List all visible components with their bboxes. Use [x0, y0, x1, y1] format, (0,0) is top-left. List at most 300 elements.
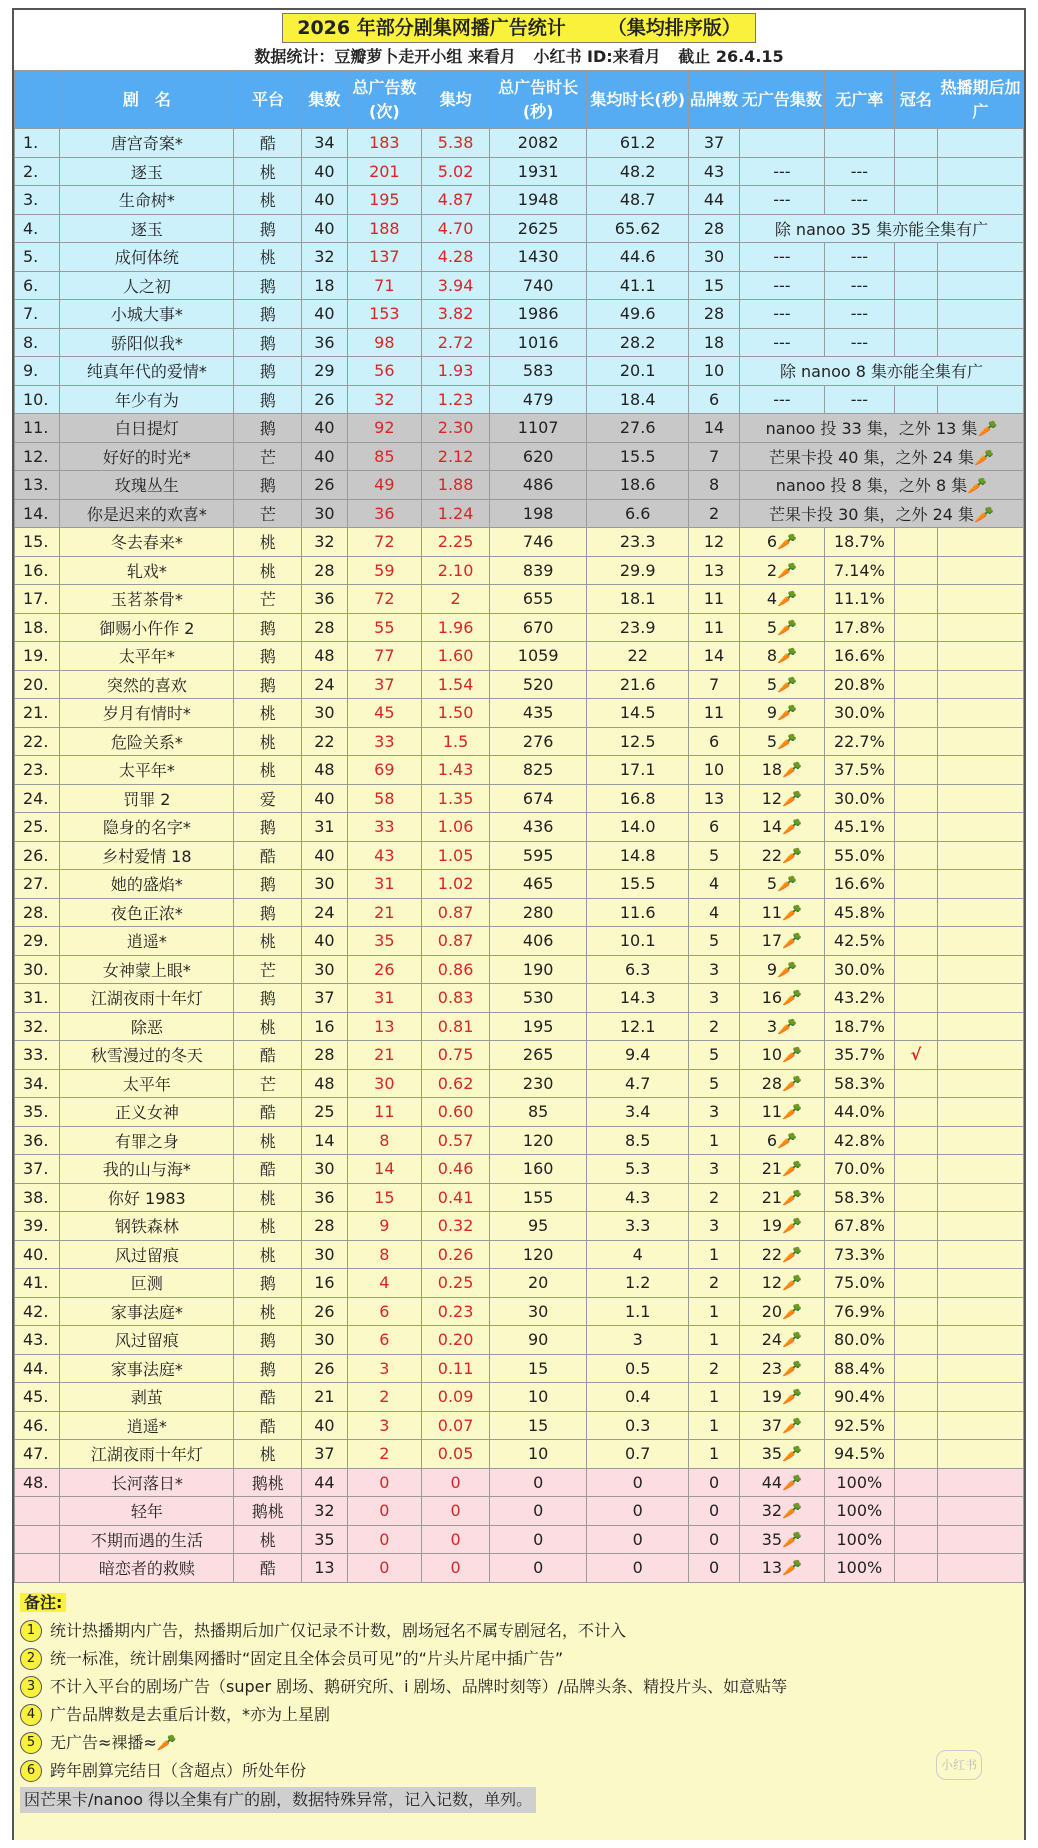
note-item	[20, 1617, 1018, 1645]
table-row	[15, 186, 1024, 215]
no-ad-rate: 73.3%	[824, 1240, 894, 1269]
naming-sponsor: √	[894, 1041, 937, 1070]
row-index: 31.	[15, 984, 60, 1013]
no-ad-episodes: 6🥕	[739, 1126, 824, 1155]
avg-ads: 0.23	[422, 1297, 490, 1326]
drama-name: 她的盛焰*	[60, 870, 234, 899]
avg-ads: 5.02	[422, 157, 490, 186]
drama-name: 好好的时光*	[60, 442, 234, 471]
avg-ads: 2.30	[422, 414, 490, 443]
platform: 芒	[234, 499, 302, 528]
episodes: 44	[302, 1468, 347, 1497]
avg-ads: 0.32	[422, 1212, 490, 1241]
platform: 鹅	[234, 613, 302, 642]
total-duration: 746	[490, 528, 587, 557]
table-row	[15, 556, 1024, 585]
naming-sponsor	[894, 157, 937, 186]
total-duration: 15	[490, 1411, 587, 1440]
table-row	[15, 129, 1024, 158]
total-ads: 69	[347, 756, 422, 785]
table-row	[15, 1468, 1024, 1497]
drama-name: 纯真年代的爱情*	[60, 357, 234, 386]
carrot-icon: 🥕	[782, 1073, 803, 1093]
episodes: 24	[302, 670, 347, 699]
episodes: 26	[302, 1354, 347, 1383]
naming-sponsor	[894, 984, 937, 1013]
platform: 鹅	[234, 357, 302, 386]
total-ads: 36	[347, 499, 422, 528]
column-header: 集均时长(秒)	[587, 71, 689, 129]
row-index: 2.	[15, 157, 60, 186]
avg-ads: 2	[422, 585, 490, 614]
avg-duration: 49.6	[587, 300, 689, 329]
episodes: 30	[302, 499, 347, 528]
episodes: 36	[302, 328, 347, 357]
no-ad-episodes: 4🥕	[739, 585, 824, 614]
row-index: 1.	[15, 129, 60, 158]
episodes: 48	[302, 642, 347, 671]
avg-ads: 1.43	[422, 756, 490, 785]
total-ads: 0	[347, 1554, 422, 1583]
no-ad-episodes: 23🥕	[739, 1354, 824, 1383]
no-ad-episodes: 5🥕	[739, 870, 824, 899]
total-duration: 95	[490, 1212, 587, 1241]
platform: 鹅	[234, 984, 302, 1013]
total-duration: 1430	[490, 243, 587, 272]
total-duration: 406	[490, 927, 587, 956]
episodes: 40	[302, 442, 347, 471]
no-ad-episodes: 16🥕	[739, 984, 824, 1013]
no-ad-episodes: 18🥕	[739, 756, 824, 785]
platform: 桃	[234, 1240, 302, 1269]
carrot-icon: 🥕	[782, 1330, 803, 1350]
avg-duration: 3.4	[587, 1098, 689, 1127]
brand-count: 6	[689, 813, 740, 842]
no-ad-rate: 11.1%	[824, 585, 894, 614]
post-peak-ads	[937, 870, 1023, 899]
table-row	[15, 870, 1024, 899]
episodes: 40	[302, 927, 347, 956]
no-ad-rate: ---	[824, 157, 894, 186]
no-ad-rate: ---	[824, 186, 894, 215]
total-duration: 265	[490, 1041, 587, 1070]
avg-duration: 28.2	[587, 328, 689, 357]
brand-count: 1	[689, 1126, 740, 1155]
no-ad-episodes: 21🥕	[739, 1183, 824, 1212]
platform: 鹅	[234, 214, 302, 243]
carrot-icon: 🥕	[156, 1733, 177, 1752]
total-duration: 120	[490, 1240, 587, 1269]
total-duration: 0	[490, 1554, 587, 1583]
naming-sponsor	[894, 385, 937, 414]
no-ad-episodes: 14🥕	[739, 813, 824, 842]
episodes: 35	[302, 1525, 347, 1554]
post-peak-ads	[937, 1383, 1023, 1412]
no-ad-episodes: 3🥕	[739, 1012, 824, 1041]
avg-duration: 20.1	[587, 357, 689, 386]
carrot-icon: 🥕	[967, 476, 988, 496]
no-ad-rate: 45.8%	[824, 898, 894, 927]
drama-name: 岁月有情时*	[60, 699, 234, 728]
brand-count: 11	[689, 699, 740, 728]
episodes: 32	[302, 528, 347, 557]
brand-count: 30	[689, 243, 740, 272]
platform: 鹅	[234, 471, 302, 500]
platform: 鹅	[234, 642, 302, 671]
naming-sponsor	[894, 784, 937, 813]
platform: 鹅桃	[234, 1468, 302, 1497]
avg-duration: 0.3	[587, 1411, 689, 1440]
no-ad-episodes: 5🥕	[739, 613, 824, 642]
platform: 桃	[234, 756, 302, 785]
row-index: 28.	[15, 898, 60, 927]
platform: 鹅	[234, 670, 302, 699]
total-duration: 20	[490, 1269, 587, 1298]
no-ad-rate: 17.8%	[824, 613, 894, 642]
carrot-icon: 🥕	[777, 617, 797, 637]
no-ad-episodes: ---	[739, 157, 824, 186]
row-index: 47.	[15, 1440, 60, 1469]
no-ad-rate: 30.0%	[824, 955, 894, 984]
avg-duration: 18.1	[587, 585, 689, 614]
drama-name: 突然的喜欢	[60, 670, 234, 699]
row-index: 44.	[15, 1354, 60, 1383]
carrot-icon: 🥕	[974, 504, 994, 524]
post-peak-ads	[937, 1269, 1023, 1298]
avg-duration: 3.3	[587, 1212, 689, 1241]
row-index: 46.	[15, 1411, 60, 1440]
no-ad-rate: 43.2%	[824, 984, 894, 1013]
total-duration: 583	[490, 357, 587, 386]
naming-sponsor	[894, 300, 937, 329]
episodes: 32	[302, 1497, 347, 1526]
avg-duration: 29.9	[587, 556, 689, 585]
avg-ads: 4.70	[422, 214, 490, 243]
table-row	[15, 414, 1024, 443]
carrot-icon: 🥕	[782, 760, 803, 780]
avg-duration: 27.6	[587, 414, 689, 443]
post-peak-ads	[937, 271, 1023, 300]
total-duration: 486	[490, 471, 587, 500]
row-index: 23.	[15, 756, 60, 785]
table-row	[15, 1041, 1024, 1070]
total-ads: 6	[347, 1326, 422, 1355]
notes-footer: 因芒果卡/nanoo 得以全集有广的剧，数据特殊异常，记入记数，单列。	[20, 1787, 536, 1813]
column-header: 无广率	[824, 71, 894, 129]
table-row	[15, 471, 1024, 500]
note-text: 广告品牌数是去重后计数，*亦为上星剧	[50, 1705, 331, 1724]
avg-duration: 41.1	[587, 271, 689, 300]
drama-name: 钢铁森林	[60, 1212, 234, 1241]
platform: 桃	[234, 727, 302, 756]
no-ad-rate: 76.9%	[824, 1297, 894, 1326]
drama-name: 人之初	[60, 271, 234, 300]
episodes: 48	[302, 1069, 347, 1098]
note-text: 跨年剧算完结日（含超点）所处年份	[50, 1761, 307, 1780]
platform: 鹅	[234, 300, 302, 329]
table-row	[15, 442, 1024, 471]
carrot-icon: 🥕	[782, 1301, 803, 1321]
drama-name: 隐身的名字*	[60, 813, 234, 842]
drama-name: 风过留痕	[60, 1240, 234, 1269]
row-index: 16.	[15, 556, 60, 585]
no-ad-episodes: 9🥕	[739, 699, 824, 728]
total-ads: 33	[347, 813, 422, 842]
row-index: 41.	[15, 1269, 60, 1298]
post-peak-ads	[937, 841, 1023, 870]
drama-name: 秋雪漫过的冬天	[60, 1041, 234, 1070]
no-ad-episodes: 9🥕	[739, 955, 824, 984]
avg-duration: 61.2	[587, 129, 689, 158]
no-ad-episodes: 12🥕	[739, 784, 824, 813]
stats-table	[14, 70, 1024, 1607]
platform: 桃	[234, 1525, 302, 1554]
total-duration: 435	[490, 699, 587, 728]
drama-name: 剥茧	[60, 1383, 234, 1412]
episodes: 40	[302, 157, 347, 186]
column-header: 集数	[302, 71, 347, 129]
row-index: 8.	[15, 328, 60, 357]
naming-sponsor	[894, 556, 937, 585]
drama-name: 长河落日*	[60, 1468, 234, 1497]
episodes: 30	[302, 699, 347, 728]
carrot-icon: 🥕	[782, 1358, 803, 1378]
episodes: 16	[302, 1269, 347, 1298]
platform: 芒	[234, 955, 302, 984]
total-ads: 85	[347, 442, 422, 471]
post-peak-ads	[937, 1554, 1023, 1583]
avg-duration: 4.7	[587, 1069, 689, 1098]
episodes: 37	[302, 1440, 347, 1469]
drama-name: 太平年*	[60, 756, 234, 785]
avg-duration: 3	[587, 1326, 689, 1355]
episodes: 28	[302, 1212, 347, 1241]
episodes: 26	[302, 471, 347, 500]
total-ads: 31	[347, 870, 422, 899]
avg-duration: 15.5	[587, 870, 689, 899]
avg-duration: 23.3	[587, 528, 689, 557]
naming-sponsor	[894, 1354, 937, 1383]
avg-ads: 0.09	[422, 1383, 490, 1412]
avg-duration: 14.5	[587, 699, 689, 728]
avg-ads: 0.05	[422, 1440, 490, 1469]
total-duration: 1016	[490, 328, 587, 357]
row-index: 19.	[15, 642, 60, 671]
total-ads: 37	[347, 670, 422, 699]
naming-sponsor	[894, 243, 937, 272]
platform: 芒	[234, 585, 302, 614]
avg-duration: 4.3	[587, 1183, 689, 1212]
post-peak-ads	[937, 300, 1023, 329]
naming-sponsor	[894, 1554, 937, 1583]
row-index: 32.	[15, 1012, 60, 1041]
avg-duration: 16.8	[587, 784, 689, 813]
no-ad-rate: ---	[824, 271, 894, 300]
avg-ads: 0.87	[422, 898, 490, 927]
drama-name: 生命树*	[60, 186, 234, 215]
row-index: 17.	[15, 585, 60, 614]
note-item	[20, 1757, 1018, 1785]
total-ads: 0	[347, 1468, 422, 1497]
naming-sponsor	[894, 585, 937, 614]
episodes: 40	[302, 414, 347, 443]
total-duration: 120	[490, 1126, 587, 1155]
brand-count: 2	[689, 1183, 740, 1212]
row-index: 14.	[15, 499, 60, 528]
post-peak-ads	[937, 1126, 1023, 1155]
episodes: 14	[302, 1126, 347, 1155]
row-index: 30.	[15, 955, 60, 984]
no-ad-episodes: 8🥕	[739, 642, 824, 671]
no-ad-episodes: ---	[739, 186, 824, 215]
drama-name: 冬去春来*	[60, 528, 234, 557]
drama-name: 唐宫奇案*	[60, 129, 234, 158]
brand-count: 15	[689, 271, 740, 300]
brand-count: 1	[689, 1383, 740, 1412]
total-duration: 655	[490, 585, 587, 614]
total-ads: 9	[347, 1212, 422, 1241]
note-number: 1	[20, 1620, 42, 1642]
naming-sponsor	[894, 271, 937, 300]
total-duration: 1986	[490, 300, 587, 329]
platform: 酷	[234, 1554, 302, 1583]
episodes: 28	[302, 556, 347, 585]
no-ad-episodes: 6🥕	[739, 528, 824, 557]
row-index: 5.	[15, 243, 60, 272]
brand-count: 1	[689, 1297, 740, 1326]
drama-name: 你是迟来的欢喜*	[60, 499, 234, 528]
row-index: 37.	[15, 1155, 60, 1184]
brand-count: 5	[689, 841, 740, 870]
row-index: 39.	[15, 1212, 60, 1241]
drama-name: 有罪之身	[60, 1126, 234, 1155]
total-ads: 98	[347, 328, 422, 357]
total-duration: 479	[490, 385, 587, 414]
avg-duration: 18.4	[587, 385, 689, 414]
naming-sponsor	[894, 1098, 937, 1127]
drama-name: 逍遥*	[60, 927, 234, 956]
avg-ads: 0.87	[422, 927, 490, 956]
carrot-icon: 🥕	[782, 1216, 803, 1236]
row-index: 12.	[15, 442, 60, 471]
total-ads: 195	[347, 186, 422, 215]
table-row	[15, 727, 1024, 756]
no-ad-rate: 70.0%	[824, 1155, 894, 1184]
no-ad-episodes: 5🥕	[739, 670, 824, 699]
platform: 酷	[234, 1098, 302, 1127]
total-ads: 33	[347, 727, 422, 756]
avg-ads: 0.75	[422, 1041, 490, 1070]
platform: 桃	[234, 927, 302, 956]
avg-duration: 0	[587, 1554, 689, 1583]
naming-sponsor	[894, 1383, 937, 1412]
no-ad-episodes: 21🥕	[739, 1155, 824, 1184]
table-row	[15, 1069, 1024, 1098]
brand-count: 37	[689, 129, 740, 158]
brand-count: 3	[689, 1212, 740, 1241]
total-ads: 13	[347, 1012, 422, 1041]
total-ads: 77	[347, 642, 422, 671]
total-duration: 2625	[490, 214, 587, 243]
no-ad-rate: 80.0%	[824, 1326, 894, 1355]
avg-duration: 0.7	[587, 1440, 689, 1469]
total-ads: 21	[347, 1041, 422, 1070]
avg-ads: 0.60	[422, 1098, 490, 1127]
avg-duration: 12.5	[587, 727, 689, 756]
no-ad-rate	[824, 129, 894, 158]
no-ad-episodes: 13🥕	[739, 1554, 824, 1583]
drama-name: 除恶	[60, 1012, 234, 1041]
no-ad-episodes: 22🥕	[739, 841, 824, 870]
avg-ads: 1.88	[422, 471, 490, 500]
no-ad-episodes: 19🥕	[739, 1383, 824, 1412]
notes-heading: 备注:	[20, 1589, 1018, 1617]
avg-duration: 5.3	[587, 1155, 689, 1184]
no-ad-episodes: 5🥕	[739, 727, 824, 756]
table-row	[15, 528, 1024, 557]
avg-ads: 0	[422, 1525, 490, 1554]
drama-name: 危险关系*	[60, 727, 234, 756]
brand-count: 28	[689, 300, 740, 329]
no-ad-rate: 30.0%	[824, 784, 894, 813]
platform: 酷	[234, 1383, 302, 1412]
table-row	[15, 898, 1024, 927]
total-duration: 465	[490, 870, 587, 899]
subtitle	[14, 44, 1024, 70]
platform: 酷	[234, 841, 302, 870]
drama-name: 我的山与海*	[60, 1155, 234, 1184]
brand-count: 6	[689, 727, 740, 756]
title-bar	[14, 10, 1024, 42]
no-ad-rate: 20.8%	[824, 670, 894, 699]
table-row	[15, 927, 1024, 956]
total-ads: 0	[347, 1525, 422, 1554]
note-number: 4	[20, 1704, 42, 1726]
post-peak-ads	[937, 528, 1023, 557]
drama-name: 暗恋者的救赎	[60, 1554, 234, 1583]
total-ads: 183	[347, 129, 422, 158]
column-header: 热播期后加广	[937, 71, 1023, 129]
brand-count: 11	[689, 585, 740, 614]
avg-duration: 15.5	[587, 442, 689, 471]
table-row	[15, 1155, 1024, 1184]
row-index: 24.	[15, 784, 60, 813]
carrot-icon: 🥕	[782, 1045, 803, 1065]
avg-ads: 4.87	[422, 186, 490, 215]
drama-name: 家事法庭*	[60, 1354, 234, 1383]
column-header: 无广告集数	[739, 71, 824, 129]
note-text: 统计热播期内广告，热播期后加广仅记录不计数，剧场冠名不属专剧冠名，不计入	[50, 1621, 627, 1640]
episodes: 16	[302, 1012, 347, 1041]
post-peak-ads	[937, 1297, 1023, 1326]
no-ad-episodes	[739, 129, 824, 158]
platform: 鹅	[234, 328, 302, 357]
total-duration: 155	[490, 1183, 587, 1212]
row-index: 42.	[15, 1297, 60, 1326]
total-ads: 4	[347, 1269, 422, 1298]
table-row	[15, 955, 1024, 984]
no-ad-rate: ---	[824, 300, 894, 329]
total-ads: 6	[347, 1297, 422, 1326]
notes-list	[20, 1617, 1018, 1785]
subtitle-date: 截止 26.4.15	[678, 47, 784, 66]
platform: 鹅	[234, 1269, 302, 1298]
brand-count: 4	[689, 870, 740, 899]
row-index: 9.	[15, 357, 60, 386]
naming-sponsor	[894, 528, 937, 557]
no-ad-rate: 58.3%	[824, 1069, 894, 1098]
row-index: 43.	[15, 1326, 60, 1355]
